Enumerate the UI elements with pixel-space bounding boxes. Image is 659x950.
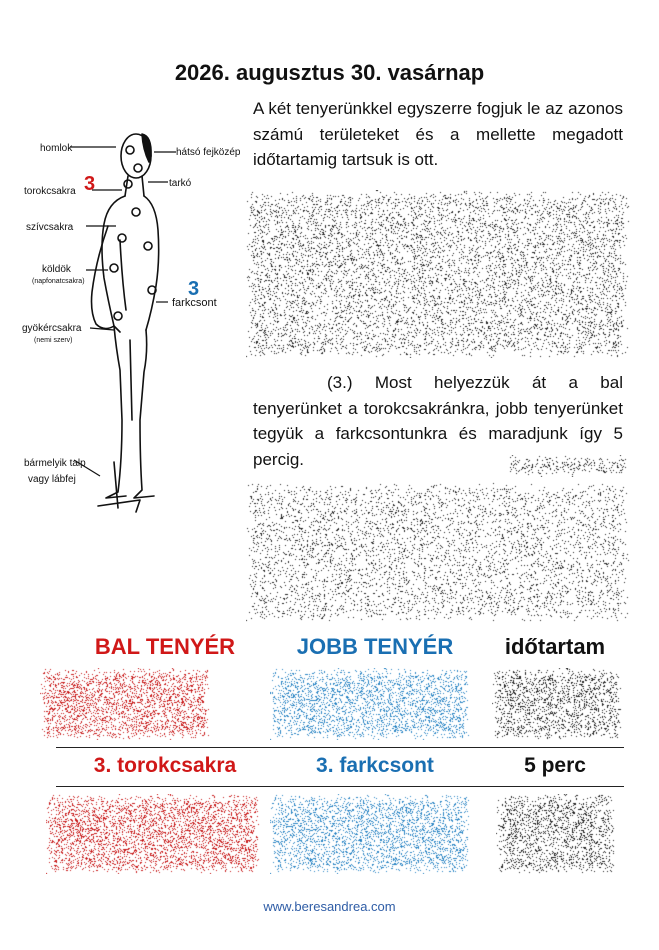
censored-noise-red-1 (40, 668, 210, 740)
intro-paragraph: A két tenyerünkkel egyszerre fogjuk le az azonos számú területeket és a mellette megadott időtartamig tartsuk is ott. (253, 99, 623, 169)
cell-idotartam: 5 perc (524, 754, 586, 777)
label-gyokercsakra: gyökércsakra (22, 323, 82, 334)
label-homlok: homlok (40, 143, 73, 154)
number-red-3: 3 (84, 173, 96, 195)
step-text: (3.) Most helyezzük át a bal tenyerünket a torokcsakránkra, jobb tenyerünket tegyük a farkcsontunkra és maradjunk így 5 percig. (253, 373, 623, 469)
label-tarko: tarkó (169, 178, 192, 189)
censored-noise-black-2 (496, 794, 616, 874)
label-szivcsakra: szívcsakra (26, 222, 74, 233)
label-hatso-fejkozep: hátsó fejközép (176, 147, 241, 158)
footer-link[interactable]: www.beresandrea.com (263, 899, 396, 914)
cell-jobb-tenyer: 3. farkcsont (316, 754, 434, 777)
header-idotartam: időtartam (504, 634, 606, 659)
label-koldok: köldök (42, 264, 71, 275)
number-blue-3: 3 (188, 278, 200, 300)
page-title: 2026. augusztus 30. vasárnap (174, 60, 485, 85)
label-gyokercsakra-sub: (nemi szerv) (34, 337, 73, 344)
censored-noise-inline (508, 455, 628, 477)
label-koldok-sub: (napfonatcsakra) (32, 278, 85, 285)
chakra-figure-diagram (18, 120, 246, 515)
censored-noise-red-2 (46, 794, 260, 874)
censored-noise-black-1 (492, 668, 622, 740)
cell-bal-tenyer: 3. torokcsakra (93, 754, 237, 777)
label-torokcsakra: torokcsakra (24, 186, 76, 197)
censored-noise-blue-1 (270, 668, 470, 740)
table-header-row (50, 634, 630, 664)
human-figure-illustration (92, 134, 159, 512)
censored-noise-block-1 (246, 190, 630, 358)
censored-noise-block-2 (246, 482, 630, 622)
label-farkcsont: farkcsont (172, 297, 217, 309)
censored-noise-blue-2 (270, 794, 470, 874)
table-rule-bottom (56, 786, 624, 787)
header-jobb-tenyer: JOBB TENYÉR (296, 634, 454, 659)
label-talp-2: vagy lábfej (28, 474, 76, 485)
table-row (50, 754, 630, 784)
table-rule-top (56, 747, 624, 748)
header-bal-tenyer: BAL TENYÉR (94, 634, 236, 659)
label-talp-1: bármelyik talp (24, 458, 86, 469)
